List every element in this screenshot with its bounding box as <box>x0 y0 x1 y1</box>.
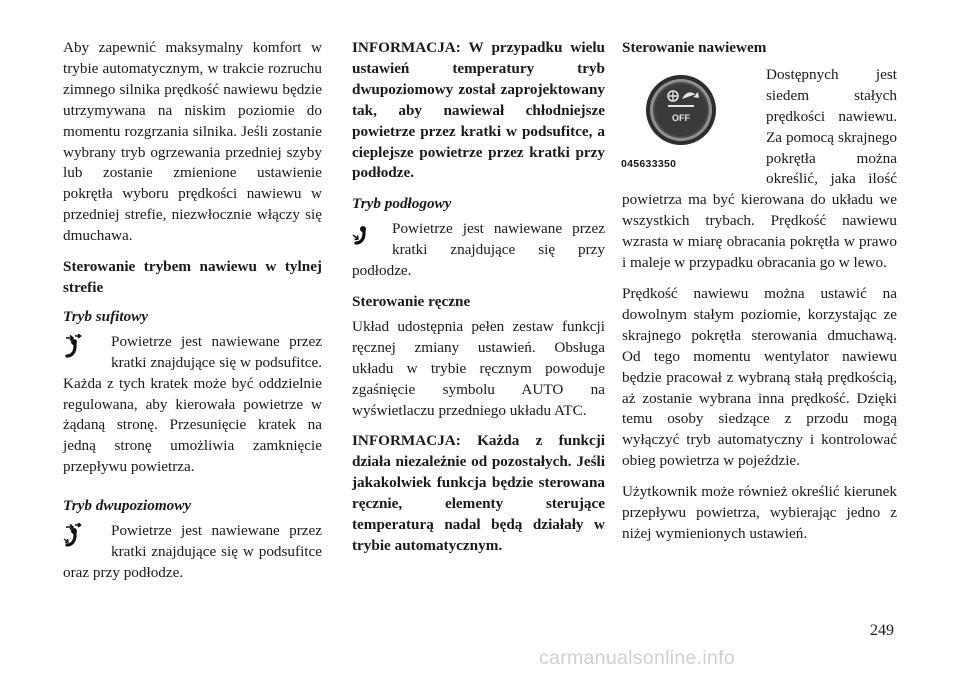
blower-knob-icon <box>644 73 718 147</box>
bilevel-mode-text: Powietrze jest nawiewane przez kratki znajdujące się w podsufitce oraz przy podłodze. <box>63 522 322 581</box>
info-note-bilevel: INFORMACJA: W przypadku wielu ustawień temperatury tryb dwupoziomowy został zaprojektowany tak, aby nawiewał chłodniejsze powietrze przez kratki w podsufitce, a cieplejsze powietrze przez kratki przy podłodze. <box>352 39 605 182</box>
bilevel-mode-title: Tryb dwupoziomowy <box>63 497 192 515</box>
floor-mode-section <box>352 219 605 292</box>
bilevel-mode-section <box>63 521 322 594</box>
blower-paragraph-2: Prędkość nawiewu można ustawić na dowolnym stałym poziomie, korzystając ze skrajnego pokrętła sterowania dmuchawą. Od tego momentu wentylator nawiewu będzie pracował z wybraną stałą prędkością, aż zostanie wybrana inna prędkość. Dzięki temu osoby siedzące z przodu mogą wyłączyć tryb automatyczny i kontrolować obieg powietrza w pojeździe. <box>622 284 897 470</box>
intro-paragraph: Aby zapewnić maksymalny komfort w trybie automatycznym, w trakcie rozruchu zimnego silnika prędkość nawiewu będzie utrzymywana na niskim poziomie do momentu rozgrzania silnika. Jeśli zostanie wybrany tryb ogrzewania przedniej szyby lub zostanie zmienione ustawienie pokrętła wyboru prędkości nawiewu w przedniej strefie, niezwłocznie włączy się dmuchawa. <box>63 39 322 245</box>
airflow-bilevel-icon <box>63 523 83 547</box>
figure-code: 045633350 <box>621 157 677 170</box>
page-number: 249 <box>870 622 894 639</box>
info-note-independent: INFORMACJA: Każda z funkcji działa niezależnie od pozostałych. Jeśli jakakolwiek funkcja będzie sterowana ręcznie, elementy sterujące temperaturą nadal będą działały w trybie automatycznym. <box>352 432 605 554</box>
airflow-floor-icon <box>352 221 372 245</box>
column-left <box>63 38 322 594</box>
blower-heading: Sterowanie nawiewem <box>622 39 767 56</box>
panel-mode-section <box>63 332 322 488</box>
floor-mode-text: Powietrze jest nawiewane przez kratki znajdujące się przy podłodze. <box>352 220 605 280</box>
watermark: carmanualsonline.info <box>539 647 735 669</box>
column-right <box>622 38 897 555</box>
manual-text: Układ udostępnia pełen zestaw funkcji ręcznej zmiany ustawień. Obsługa układu w trybie ręcznym powoduje zgaśnięcie symbolu AUTO na wyświetlaczu przedniego układu ATC. <box>352 317 605 419</box>
column-middle <box>352 38 605 567</box>
knob-off-label: OFF <box>672 112 690 123</box>
panel-mode-title: Tryb sufitowy <box>63 307 149 325</box>
blower-paragraph-1: Dostępnych jest siedem stałych prędkości nawiewu. Za pomocą skrajnego pokrętła można określić, jaka ilość powietrza ma być kierowana do układu we wszystkich trybach. Prędkość nawiewu wzrasta w miarę obracania pokrętła w prawo i maleje w przypadku obracania go w lewo. <box>622 65 897 272</box>
floor-mode-title: Tryb podłogowy <box>352 195 452 213</box>
rear-mode-heading: Sterowanie trybem nawiewu w tylnej strefie <box>63 258 322 296</box>
airflow-panel-icon <box>63 334 83 358</box>
blower-knob-figure <box>620 65 760 183</box>
manual-heading: Sterowanie ręczne <box>352 292 471 310</box>
panel-mode-text: Powietrze jest nawiewane przez kratki znajdujące się w podsufitce. Każda z tych kratek może być oddzielnie regulowana, aby kierowała powietrze w żądaną stronę. Przesunięcie kratek na jedną stronę umożliwia zamknięcie przepływu powietrza. <box>63 332 322 476</box>
blower-paragraph-3: Użytkownik może również określić kierunek przepływu powietrza, wybierając jedno z niżej wymienionych ustawień. <box>622 483 897 542</box>
